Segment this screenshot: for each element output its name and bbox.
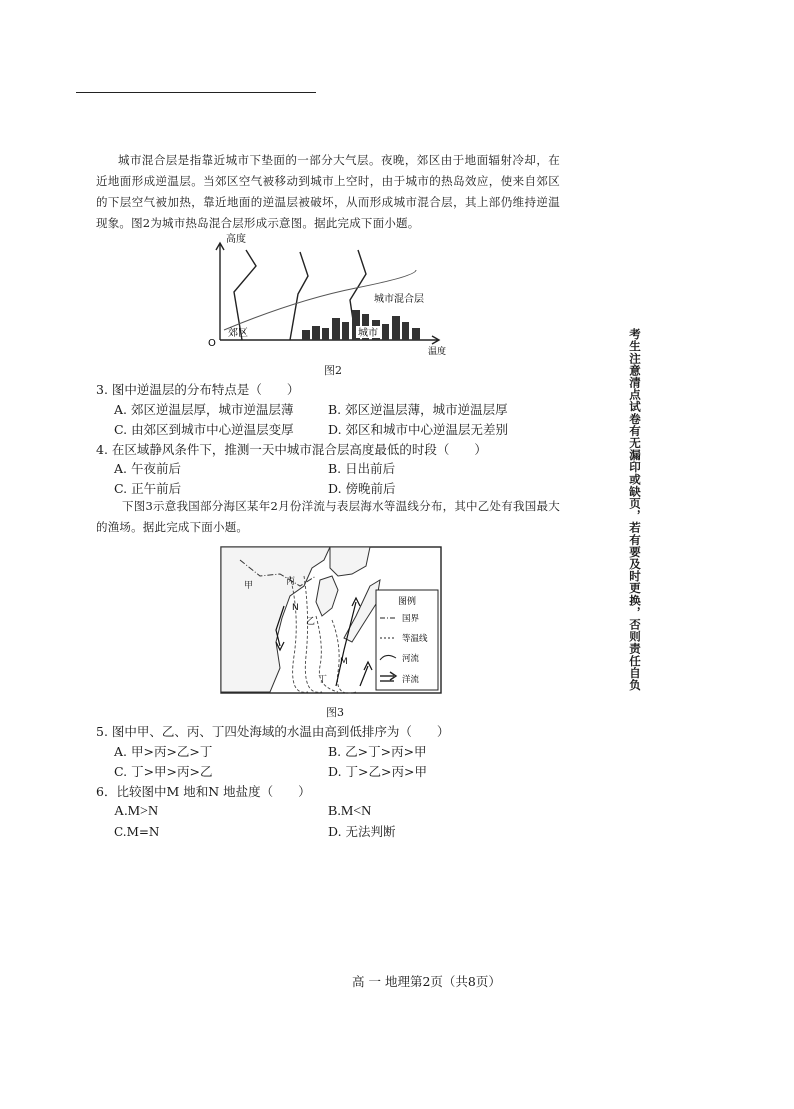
question-4-option-a[interactable]: A. 午夜前后 — [114, 461, 181, 476]
question-5-stem: 5. 图中甲、乙、丙、丁四处海域的水温由高到低排序为（ ） — [96, 724, 450, 739]
suburb-temperature-profile — [234, 250, 256, 340]
figure-2-urban-mixing-layer — [206, 230, 456, 358]
legend-river: 河流 — [402, 654, 420, 664]
y-axis-label: 高度 — [226, 234, 246, 245]
passage-1: 城市混合层是指靠近城市下垫面的一部分大气层。夜晚，郊区由于地面辐射冷却，在近地面形成逆温层。当郊区空气被移动到城市上空时，由于城市的热岛效应，使来自郊区的下层空气被加热，靠近地面的逆温层被破坏，从而形成城市混合层，其上部仍维持逆温现象。图2为城市热岛混合层形成示意图。据此完成下面小题。 — [96, 153, 560, 230]
label-m: M — [340, 657, 348, 667]
origin-label: O — [208, 338, 216, 349]
question-6-option-b[interactable]: B.M<N — [328, 804, 372, 819]
question-4-option-c[interactable]: C. 正午前后 — [114, 481, 182, 496]
label-jia: 甲 — [244, 581, 254, 591]
figure-2-caption: 图2 — [324, 364, 342, 377]
question-3-option-b[interactable]: B. 郊区逆温层薄，城市逆温层厚 — [328, 402, 508, 417]
passage-2: 下图3示意我国部分海区某年2月份洋流与表层海水等温线分布，其中乙处有我国最大的渔场。据此完成下面小题。 — [96, 499, 560, 534]
question-5-option-a[interactable]: A. 甲>丙>乙>丁 — [114, 744, 213, 759]
label-n: N — [292, 603, 299, 613]
label-yi: 乙 — [306, 617, 316, 627]
suburb-label: 郊区 — [228, 328, 248, 339]
city-label: 城市 — [358, 328, 378, 339]
label-ding: 丁 — [318, 675, 328, 685]
question-4-option-d[interactable]: D. 傍晚前后 — [328, 481, 396, 496]
question-4-stem: 4. 在区域静风条件下，推测一天中城市混合层高度最低的时段（ ） — [96, 442, 487, 457]
question-3-option-d[interactable]: D. 郊区和城市中心逆温层无差别 — [328, 422, 509, 437]
legend-current: 洋流 — [402, 675, 420, 685]
figure-3-caption: 图3 — [326, 706, 344, 719]
question-3-stem: 3. 图中逆温层的分布特点是（ ） — [96, 382, 300, 397]
question-5-option-d[interactable]: D. 丁>乙>丙>甲 — [328, 764, 427, 779]
question-4-option-b[interactable]: B. 日出前后 — [328, 461, 396, 476]
legend-border: 国界 — [402, 614, 420, 624]
question-5-option-b[interactable]: B. 乙>丁>丙>甲 — [328, 744, 427, 759]
mixing-layer-label: 城市混合层 — [374, 294, 424, 305]
question-6-option-d[interactable]: D. 无法判断 — [328, 824, 396, 839]
legend-title: 图例 — [398, 597, 417, 607]
question-6-option-c[interactable]: C.M=N — [114, 825, 160, 839]
page-footer: 高 一 地理第2页（共8页） — [352, 974, 501, 989]
label-bing: 丙 — [286, 577, 296, 587]
question-3-option-a[interactable]: A. 郊区逆温层厚，城市逆温层薄 — [114, 402, 294, 417]
legend-isotherm: 等温线 — [402, 634, 428, 644]
question-5-option-c[interactable]: C. 丁>甲>丙>乙 — [114, 764, 213, 779]
x-axis-label: 温度 — [428, 347, 447, 357]
transition-temperature-profile — [290, 252, 308, 340]
side-notice: 考生注意清点试卷有无漏印或缺页，若有要及时更换，否则责任自负 — [628, 328, 642, 691]
question-6-option-a[interactable]: A.M>N — [114, 804, 159, 819]
question-3-option-c[interactable]: C. 由郊区到城市中心逆温层变厚 — [114, 422, 294, 437]
question-6-stem: 6．比较图中M 地和N 地盐度（ ） — [96, 784, 311, 799]
map-legend — [376, 590, 438, 690]
header-rule — [76, 92, 316, 93]
figure-3-sea-map — [220, 546, 442, 694]
